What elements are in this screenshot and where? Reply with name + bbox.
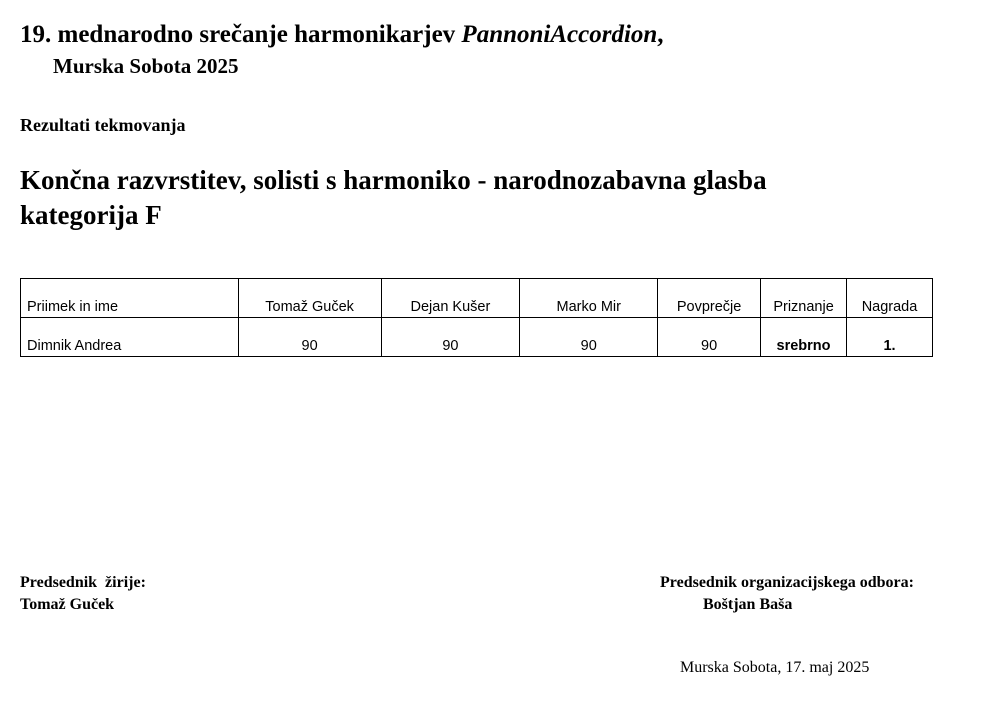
results-heading-line2: kategorija F bbox=[20, 200, 162, 230]
cell-average: 90 bbox=[658, 318, 761, 357]
cell-award: 1. bbox=[847, 318, 933, 357]
column-header-average: Povprečje bbox=[658, 279, 761, 318]
results-heading-line1: Končna razvrstitev, solisti s harmoniko - narodnozabavna glasba bbox=[20, 165, 767, 195]
event-subtitle: Murska Sobota 2025 bbox=[53, 54, 239, 78]
column-header-judge-1: Tomaž Guček bbox=[238, 279, 381, 318]
event-title bbox=[20, 20, 664, 50]
column-header-judge-2: Dejan Kušer bbox=[381, 279, 520, 318]
event-title-italic: PannoniAccordion bbox=[461, 21, 658, 48]
jury-president-name: Tomaž Guček bbox=[20, 596, 115, 613]
column-header-award: Nagrada bbox=[847, 279, 933, 318]
cell-name: Dimnik Andrea bbox=[21, 318, 239, 357]
jury-president-label: Predsednik žirije: bbox=[20, 574, 146, 591]
cell-judge-1-score: 90 bbox=[238, 318, 381, 357]
column-header-recognition: Priznanje bbox=[761, 279, 847, 318]
section-label: Rezultati tekmovanja bbox=[20, 115, 186, 135]
event-title-text: 19. mednarodno srečanje harmonikarjev bbox=[20, 21, 462, 48]
event-title-suffix: , bbox=[657, 21, 664, 48]
table-header-row bbox=[21, 279, 933, 318]
org-president-label: Predsednik organizacijskega odbora: bbox=[660, 574, 914, 591]
results-table bbox=[20, 278, 933, 357]
cell-recognition: srebrno bbox=[761, 318, 847, 357]
column-header-name: Priimek in ime bbox=[21, 279, 239, 318]
cell-judge-2-score: 90 bbox=[381, 318, 520, 357]
table-row bbox=[21, 318, 933, 357]
place-date: Murska Sobota, 17. maj 2025 bbox=[680, 659, 870, 676]
cell-judge-3-score: 90 bbox=[520, 318, 658, 357]
org-president-name: Boštjan Baša bbox=[703, 596, 793, 613]
column-header-judge-3: Marko Mir bbox=[520, 279, 658, 318]
